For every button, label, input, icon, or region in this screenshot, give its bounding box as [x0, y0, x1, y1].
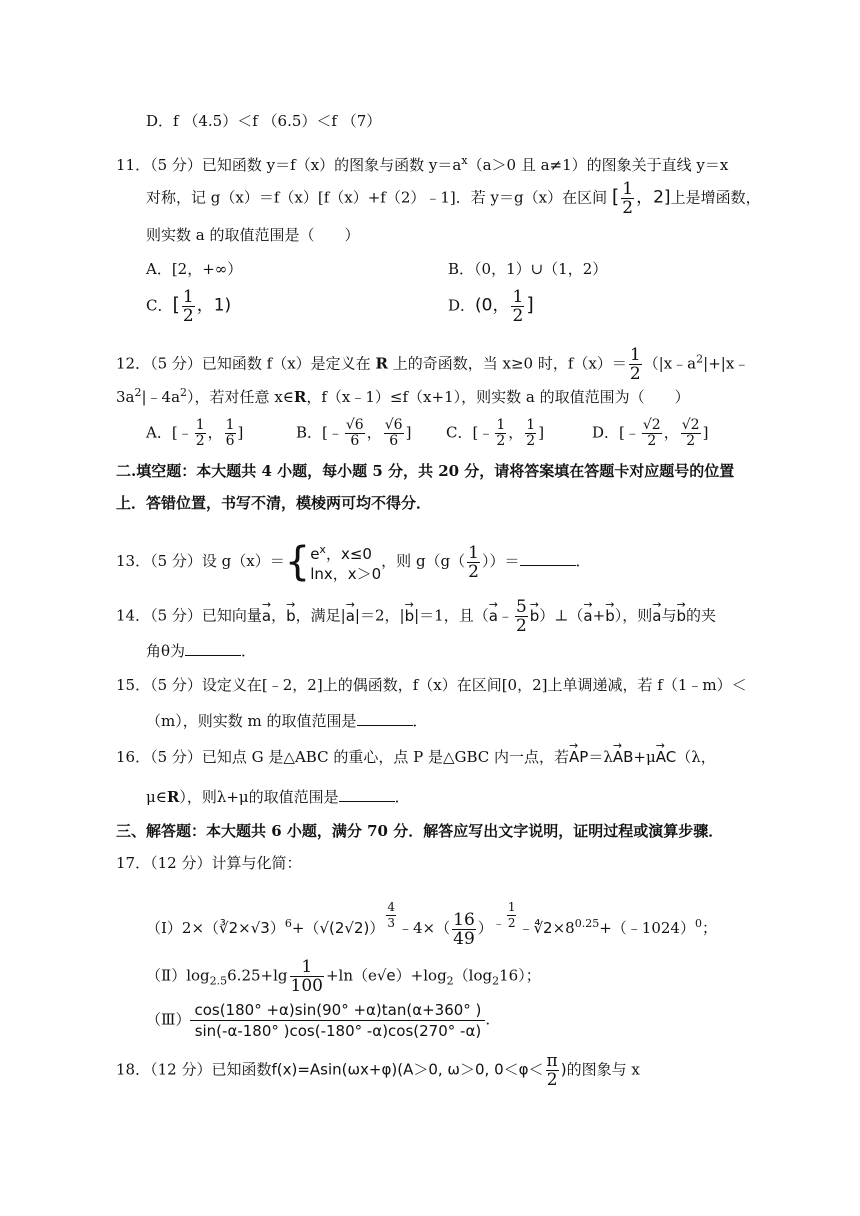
q15-line-1: 15．（5 分）设定义在[﹣2，2]上的偶函数，f（x）在区间[0，2]上单调递减，若 f（1﹣m）＜: [116, 676, 747, 694]
q12-option-c: C．[﹣ $\frac{1}{2}$ ， $\frac{1}{2}$ ]: [446, 417, 545, 449]
q11-line-1: 11．（5 分）已知函数 y＝f（x）的图象与函数 $y=a^x(a>0$ 且 a≠1）的图象关于直线 y＝x: [116, 154, 729, 174]
q10-option-d: D．f （4.5）＜f （6.5）＜f （7）: [146, 112, 382, 130]
section-3-heading: 三、解答题：本大题共 6 小题，满分 70 分．解答应写出文字说明，证明过程或演算步骤．: [116, 822, 724, 840]
q11-option-c: C．[ $\frac{1}{2}$ ，1): [146, 287, 232, 326]
q11-line-2: 对称，记 g（x）＝f（x）[f（x）+f（2）﹣1]．若 y＝g（x）在区间 [ $\frac{1}{2}$ ，2]上是增函数，: [146, 179, 761, 218]
q11-option-a: A．[2，+∞）: [146, 260, 243, 278]
q11-option-d: D．(0， $\frac{1}{2}$ ]: [448, 287, 534, 326]
q12-option-a: A．[﹣ $\frac{1}{2}$ ， $\frac{1}{6}$ ]: [146, 417, 244, 449]
q13-answer-blank[interactable]: [520, 551, 576, 566]
q12-option-b: B．[﹣ $\frac{√6}{6}$ ， $\frac{√6}{6}$ ]: [296, 417, 412, 449]
section-2-heading-line-2: 上．答错位置，书写不清，模棱两可均不得分．: [116, 494, 432, 512]
q18-line-1: 18．（12 分）已知函数f(x)=Asin(ωx+φ)(A＞0, ω＞0, 0＜φ＜ $\frac{\pi}{2}$ )的图象与 x: [116, 1051, 640, 1090]
q15-answer-blank[interactable]: [357, 711, 413, 726]
section-2-heading-line-1: 二.填空题：本大题共 4 小题，每小题 5 分，共 20 分，请将答案填在答题卡对应题号的位置: [116, 462, 735, 480]
q17-part-1: （Ⅰ）2×（∛2×√3）$^6$+（√(2√2)） $\frac{4}{3}$ ﹣4×（ $\frac{16}{49}$ ）﹣ $\frac{1}{2}$ $﹣∜2\times 8^{0.25}+(﹣1024)^0$；: [146, 900, 717, 949]
q16-answer-blank[interactable]: [339, 787, 395, 802]
q17-title: 17．（12 分）计算与化简：: [116, 854, 302, 872]
q11-line-3: 则实数 a 的取值范围是（ ）: [146, 226, 360, 244]
q12-line-1: 12．（5 分）已知函数 f（x）是定义在 R 上的奇函数，当 x≥0 时，f（x）＝ $\frac{1}{2}$ （$|x﹣a^2|+|x﹣$: [116, 345, 750, 384]
q17-part-3: （Ⅲ） $\frac{\cos(180^\circ +\alpha)\sin(90^\circ +\alpha)\tan(\alpha+360^\circ )}{\sin(-\alpha-180^\circ )\cos(-180^\circ -\alpha)\cos(270^\circ -\alpha)}$ .: [146, 1001, 491, 1040]
q16-line-1: 16．（5 分）已知点 G 是△ABC 的重心，点 P 是△GBC 内一点，若→ AP＝λ→ AB+μ→ AC（λ，: [116, 746, 716, 768]
q14-line-1: 14．（5 分）已知向量→ a，→ b，满足|→ a|＝2，|→ b|＝1，且（→ a﹣ $\frac{5}{2}$ → b）⊥（→ a+→ b），则→ a与→ b的夹: [116, 598, 716, 635]
q12-option-d: D．[﹣ $\frac{√2}{2}$ ， $\frac{√2}{2}$ ]: [592, 417, 709, 449]
q11-option-b: B．（0，1）∪（1，2）: [448, 260, 608, 278]
q14-line-2: 角θ为 ．: [146, 642, 257, 660]
q13: 13．（5 分）设 g（x）＝{ $e^x$，x≤0 lnx，x＞0 ，则 g（g（ $\frac{1}{2}$ ））＝ ．: [116, 539, 591, 585]
q14-answer-blank[interactable]: [185, 641, 241, 656]
q12-line-2: $3a^2|﹣4a^2$），若对任意 x∈R，f（x﹣1）≤f（x+1），则实数 a 的取值范围为（ ）: [116, 386, 690, 406]
q17-part-2: $(Ⅱ)\log_{2.5}6.25+\lg$ $\frac{1}{100}$ $+\ln(e√e)+\log_2(\log_216)$；: [146, 957, 541, 996]
q15-line-2: （m），则实数 m 的取值范围是 ．: [146, 712, 428, 730]
q16-line-2: μ∈R），则λ+μ的取值范围是 ．: [146, 788, 410, 806]
